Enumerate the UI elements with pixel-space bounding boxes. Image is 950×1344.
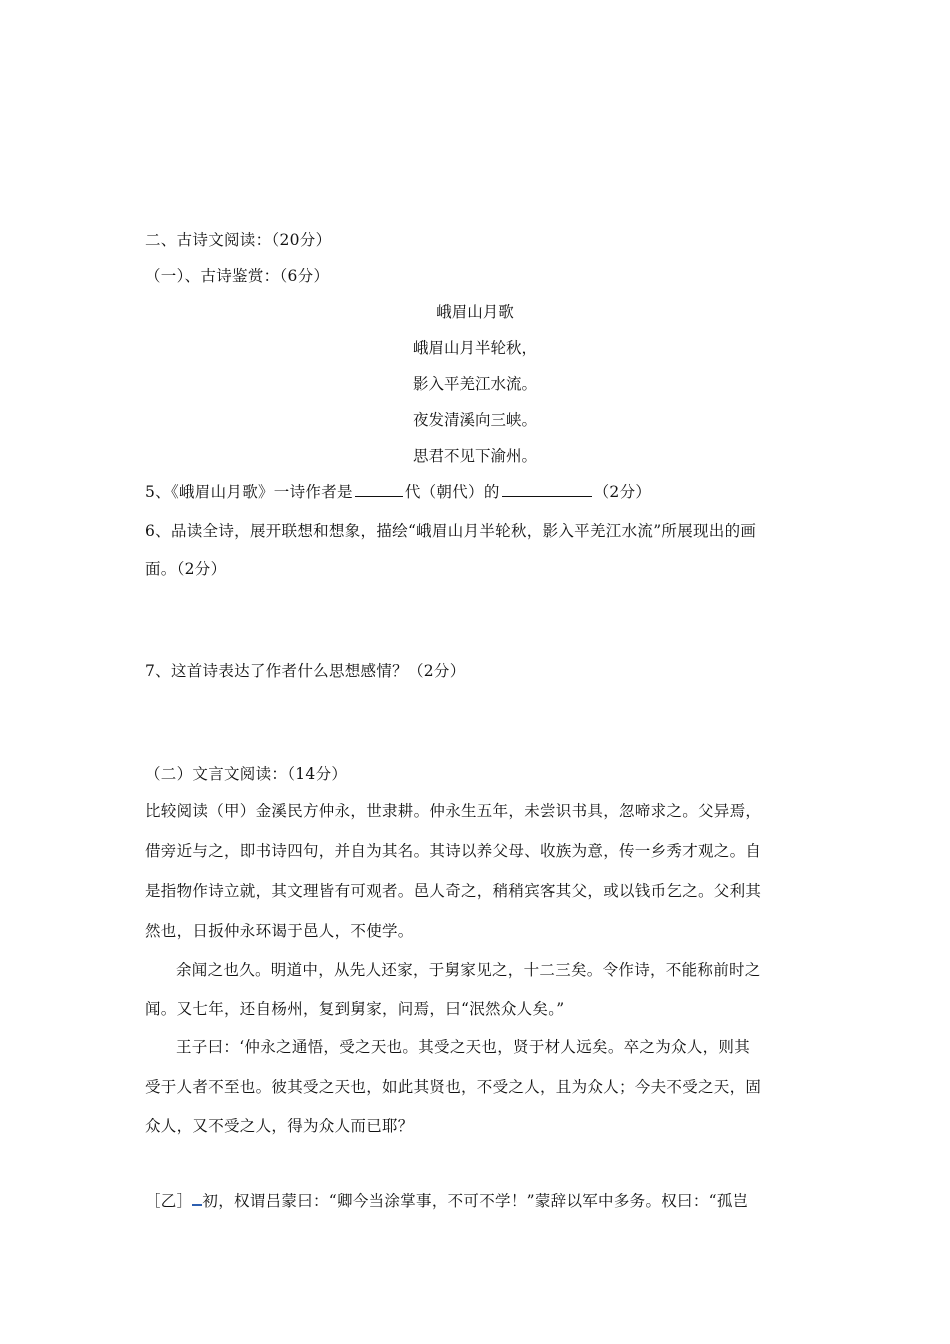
poem-line: 峨眉山月半轮秋， bbox=[412, 339, 537, 357]
q5-text: 代（朝代）的 bbox=[404, 483, 500, 501]
poem-line: 影入平羌江水流。 bbox=[412, 375, 537, 393]
poem-title: 峨眉山月歌 bbox=[436, 303, 514, 321]
poem-line: 夜发清溪向三峡。 bbox=[412, 411, 537, 429]
passage-line: 借旁近与之，即书诗四句，并自为其名。其诗以养父母、收族为意，传一乡秀才观之。自 bbox=[145, 842, 762, 860]
passage-line: 比较阅读（甲）金溪民方仲永，世隶耕。仲永生五年，未尝识书具，忽啼求之。父异焉， bbox=[145, 802, 762, 820]
poem-line: 思君不见下渝州。 bbox=[412, 447, 537, 465]
passage-line: 王子曰：‘仲永之通悟，受之天也。其受之天也，贤于材人远矣。卒之为众人，则其 bbox=[176, 1038, 751, 1056]
q5-text: （2分） bbox=[593, 483, 652, 501]
question-6-line: 面。（2分） bbox=[145, 560, 227, 578]
section-heading: 二、古诗文阅读：（20分） bbox=[145, 231, 332, 249]
passage-yi-line bbox=[145, 1189, 748, 1211]
passage-line: 受于人者不至也。彼其受之天也，如此其贤也，不受之人，且为众人；今夫不受之天，固 bbox=[145, 1078, 762, 1096]
passage-line: 是指物作诗立就，其文理皆有可观者。邑人奇之，稍稍宾客其父，或以钱币乞之。父利其 bbox=[145, 882, 762, 900]
q5-text: 5、《峨眉山月歌》一诗作者是 bbox=[145, 483, 353, 501]
passage-line: 然也，日扳仲永环谒于邑人，不使学。 bbox=[145, 922, 414, 940]
question-5 bbox=[145, 480, 651, 502]
spelling-underline bbox=[192, 1190, 202, 1206]
passage-line: 闻。又七年，还自杨州，复到舅家，问焉，曰“泯然众人矣。” bbox=[145, 1000, 565, 1018]
passage-line: 众人，又不受之人，得为众人而已耶？ bbox=[145, 1117, 414, 1135]
passage-line: 余闻之也久。明道中，从先人还家，于舅家见之，十二三矣。令作诗，不能称前时之 bbox=[176, 961, 761, 979]
answer-blank[interactable] bbox=[355, 482, 403, 497]
poem-section-heading: （一）、古诗鉴赏：（6分） bbox=[145, 267, 330, 285]
classical-section-heading: （二）文言文阅读：（14分） bbox=[145, 765, 348, 783]
question-6-line: 6、品读全诗，展开联想和想象，描绘“峨眉山月半轮秋，影入平羌江水流”所展现出的画 bbox=[145, 522, 757, 540]
answer-blank[interactable] bbox=[502, 482, 592, 497]
question-7: 7、这首诗表达了作者什么思想感情？（2分） bbox=[145, 662, 466, 680]
yi-label: ［乙］ bbox=[145, 1192, 193, 1210]
yi-text: 初，权谓吕蒙曰：“卿今当涂掌事，不可不学！”蒙辞以军中多务。权曰：“孤岂 bbox=[202, 1192, 749, 1210]
